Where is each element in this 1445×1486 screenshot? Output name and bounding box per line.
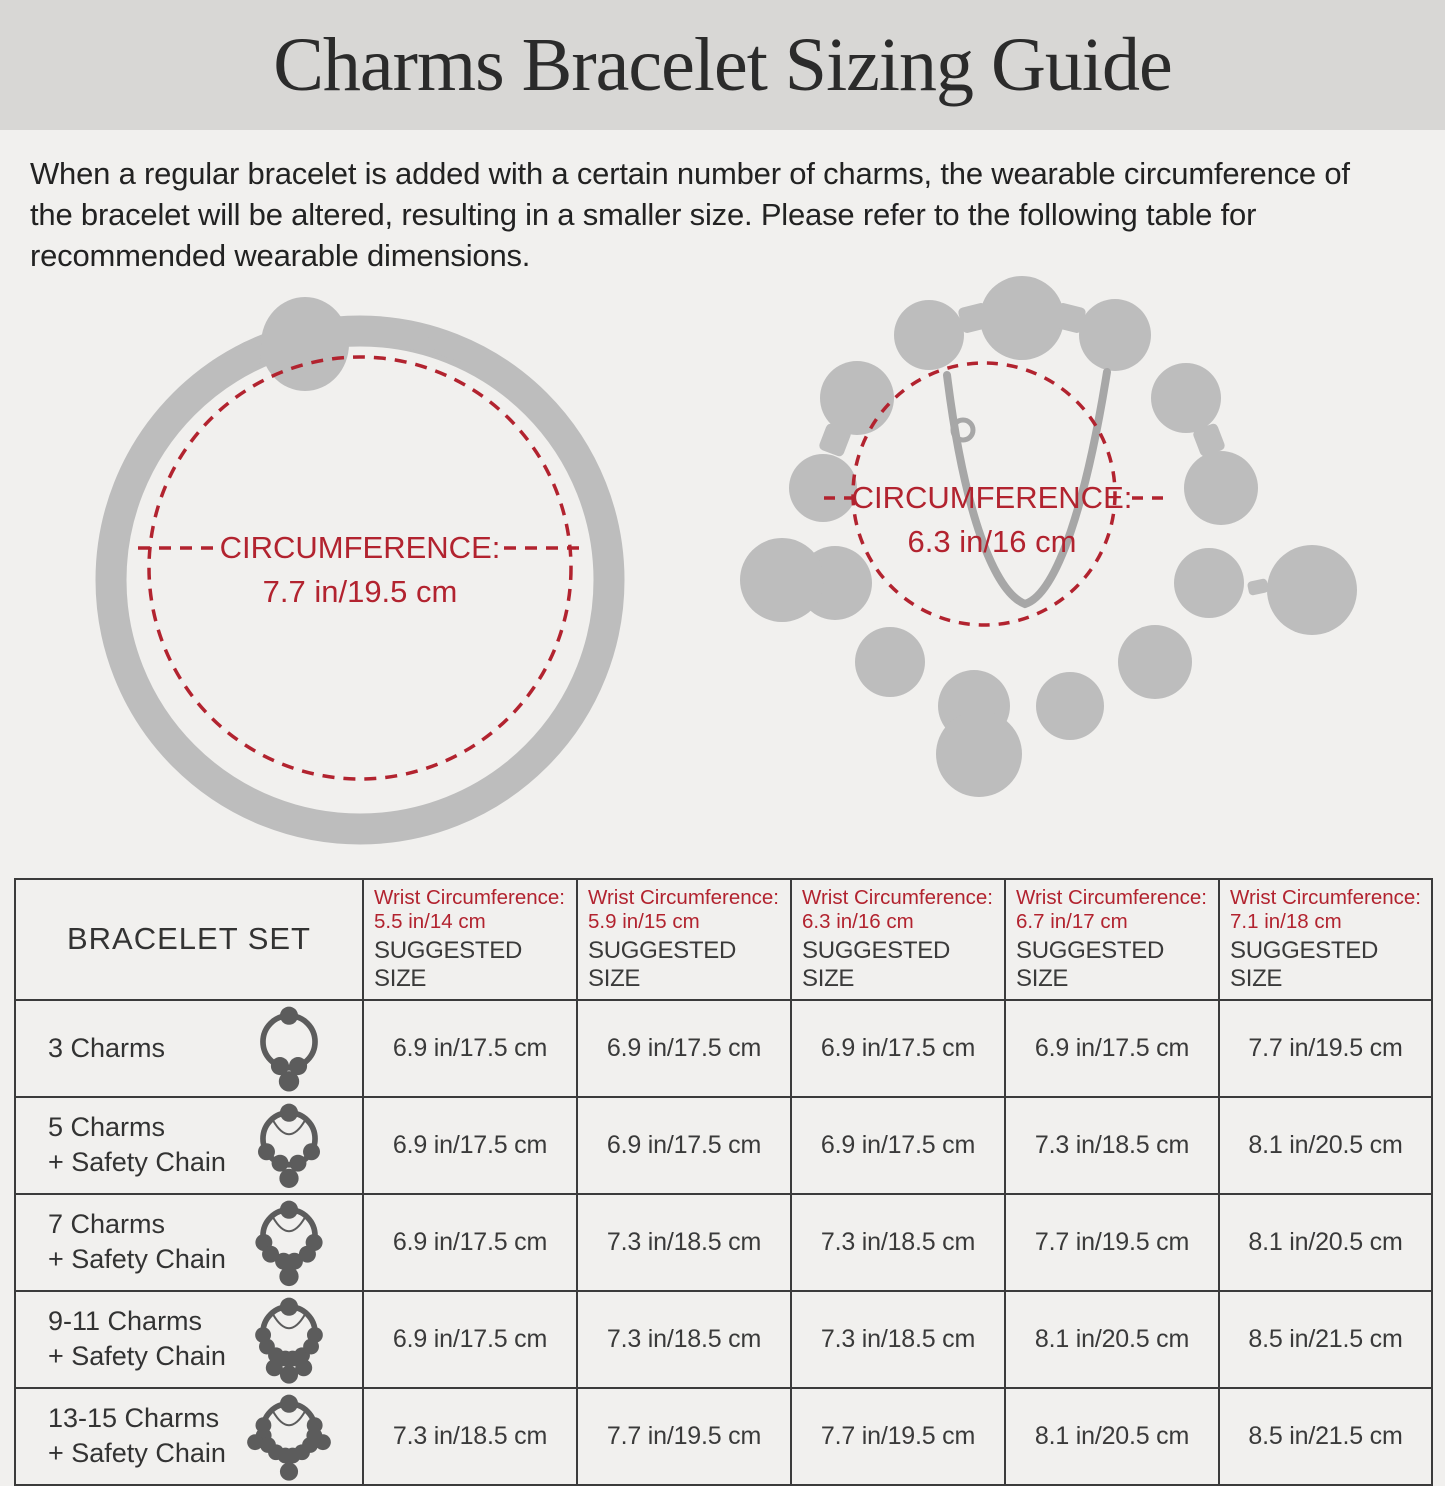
suggested-size-label: SUGGESTED SIZE <box>1230 936 1378 992</box>
bracelet-set-cell <box>15 1291 363 1388</box>
size-value: 7.3 in/18.5 cm <box>791 1291 1005 1388</box>
wrist-circumference-value: 6.3 in/16 cm <box>802 909 914 933</box>
wrist-circumference-value: 5.9 in/15 cm <box>588 909 700 933</box>
header-banner <box>0 0 1445 130</box>
size-value: 6.9 in/17.5 cm <box>363 1194 577 1291</box>
circumference-callout <box>852 476 1133 564</box>
charm-bracelet-illustration <box>742 272 1402 872</box>
table-row-3-charms <box>15 1000 1432 1097</box>
row-sublabel: + Safety Chain <box>48 1147 226 1178</box>
bracelet-set-cell <box>15 1388 363 1485</box>
row-label: 7 Charms <box>48 1209 166 1240</box>
size-value: 7.3 in/18.5 cm <box>1005 1097 1219 1194</box>
row-sublabel: + Safety Chain <box>48 1244 226 1275</box>
size-value: 6.9 in/17.5 cm <box>363 1097 577 1194</box>
column-header-wrist-18cm <box>1219 879 1432 1000</box>
wrist-circumference-label: Wrist Circumference: <box>1230 886 1421 909</box>
wrist-circumference-value: 6.7 in/17 cm <box>1016 909 1128 933</box>
wrist-circumference-label: Wrist Circumference: <box>802 886 993 909</box>
bracelet-set-cell <box>15 1000 363 1097</box>
plain-bracelet-diagram <box>80 288 642 870</box>
column-header-wrist-15cm <box>577 879 791 1000</box>
size-value: 6.9 in/17.5 cm <box>791 1097 1005 1194</box>
wrist-circumference-label: Wrist Circumference: <box>1016 886 1207 909</box>
size-value: 7.3 in/18.5 cm <box>577 1291 791 1388</box>
table-row-5-charms <box>15 1097 1432 1194</box>
column-header-bracelet-set: BRACELET SET <box>15 879 363 1000</box>
size-value: 8.1 in/20.5 cm <box>1005 1388 1219 1485</box>
size-value: 8.5 in/21.5 cm <box>1219 1291 1432 1388</box>
size-value: 7.7 in/19.5 cm <box>1005 1194 1219 1291</box>
suggested-size-label: SUGGESTED SIZE <box>1016 936 1164 992</box>
size-value: 7.7 in/19.5 cm <box>577 1388 791 1485</box>
size-value: 7.3 in/18.5 cm <box>791 1194 1005 1291</box>
size-value: 8.1 in/20.5 cm <box>1219 1097 1432 1194</box>
page-title: Charms Bracelet Sizing Guide <box>273 22 1172 107</box>
circumference-value: 6.3 in/16 cm <box>907 524 1077 559</box>
bracelet-9-11-charms-icon <box>246 1292 332 1387</box>
table-row-7-charms <box>15 1194 1432 1291</box>
circumference-label: CIRCUMFERENCE: <box>851 479 1133 515</box>
suggested-size-label: SUGGESTED SIZE <box>588 936 736 992</box>
wrist-circumference-label: Wrist Circumference: <box>374 886 565 909</box>
column-header-wrist-14cm <box>363 879 577 1000</box>
size-value: 6.9 in/17.5 cm <box>577 1097 791 1194</box>
suggested-size-label: SUGGESTED SIZE <box>374 936 522 992</box>
sizing-table <box>14 878 1433 1486</box>
circumference-label: CIRCUMFERENCE: <box>219 529 501 565</box>
size-value: 6.9 in/17.5 cm <box>363 1291 577 1388</box>
row-label: 9-11 Charms <box>48 1306 203 1337</box>
row-sublabel: + Safety Chain <box>48 1438 226 1469</box>
table-row-9-11-charms <box>15 1291 1432 1388</box>
circumference-value: 7.7 in/19.5 cm <box>262 574 458 609</box>
bracelet-3-charms-icon <box>246 1001 332 1096</box>
column-header-wrist-16cm <box>791 879 1005 1000</box>
table-row-13-15-charms <box>15 1388 1432 1485</box>
size-value: 7.3 in/18.5 cm <box>577 1194 791 1291</box>
size-value: 7.7 in/19.5 cm <box>791 1388 1005 1485</box>
bracelet-set-cell <box>15 1097 363 1194</box>
wrist-circumference-label: Wrist Circumference: <box>588 886 779 909</box>
row-sublabel: + Safety Chain <box>48 1341 226 1372</box>
size-value: 7.7 in/19.5 cm <box>1219 1000 1432 1097</box>
row-label: 13-15 Charms <box>48 1403 220 1434</box>
wrist-circumference-value: 5.5 in/14 cm <box>374 909 486 933</box>
bracelet-13-15-charms-icon <box>246 1389 332 1484</box>
wrist-circumference-value: 7.1 in/18 cm <box>1230 909 1342 933</box>
charm-bracelet-diagram <box>742 272 1402 872</box>
intro-text: When a regular bracelet is added with a certain number of charms, the wearable circumference of the bracelet will be altered, resulting in a smaller size. Please refer to the following table for recommended wearable dimensions. <box>30 156 1350 273</box>
size-value: 6.9 in/17.5 cm <box>791 1000 1005 1097</box>
size-value: 8.5 in/21.5 cm <box>1219 1388 1432 1485</box>
bracelet-5-charms-icon <box>246 1098 332 1193</box>
size-value: 6.9 in/17.5 cm <box>577 1000 791 1097</box>
size-value: 6.9 in/17.5 cm <box>363 1000 577 1097</box>
size-value: 6.9 in/17.5 cm <box>1005 1000 1219 1097</box>
size-value: 8.1 in/20.5 cm <box>1219 1194 1432 1291</box>
row-label: 5 Charms <box>48 1112 166 1142</box>
bracelet-set-cell <box>15 1194 363 1291</box>
suggested-size-label: SUGGESTED SIZE <box>802 936 950 992</box>
column-header-wrist-17cm <box>1005 879 1219 1000</box>
size-value: 8.1 in/20.5 cm <box>1005 1291 1219 1388</box>
circumference-callout <box>220 526 501 614</box>
row-label: 3 Charms <box>48 1032 166 1063</box>
size-value: 7.3 in/18.5 cm <box>363 1388 577 1485</box>
bracelet-7-charms-icon <box>246 1195 332 1290</box>
table-header-row <box>15 879 1432 1000</box>
